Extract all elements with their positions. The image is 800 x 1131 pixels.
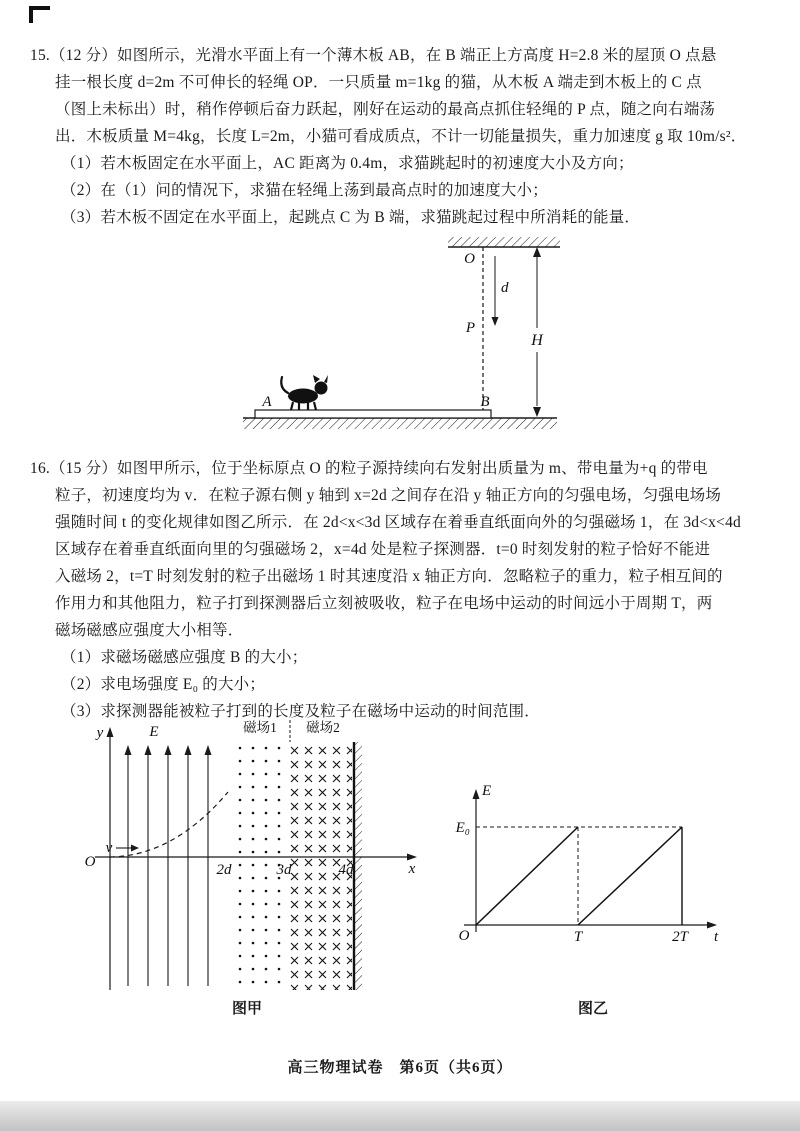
- electric-field-arrowheads: [125, 745, 212, 755]
- v-arrowhead-icon: [131, 845, 139, 852]
- detector-hatch: [355, 742, 362, 990]
- problem15-line-2: 挂一根长度 d=2m 不可伸长的轻绳 OP．一只质量 m=1kg 的猫，从木板 A 端走到木板上的 C 点: [55, 74, 702, 91]
- scan-corner-mark: [29, 6, 50, 23]
- label-origin: O: [458, 928, 470, 944]
- label-origin: O: [84, 854, 96, 870]
- problem16-line-1: 16.（15 分）如图甲所示，位于坐标原点 O 的粒子源持续向右发射出质量为 m、带电量为+q 的带电: [30, 460, 708, 477]
- electric-field-arrows: [128, 753, 208, 986]
- label-4d: 4d: [338, 862, 354, 878]
- label-P: P: [465, 320, 475, 336]
- problem15-part-3: （3）若木板不固定在水平面上，起跳点 C 为 B 端，求猫跳起过程中所消耗的能量．: [61, 209, 641, 226]
- ground-hatch: [243, 418, 557, 429]
- label-H: H: [531, 332, 543, 349]
- scan-artifact-band: [0, 1101, 800, 1131]
- H-up-arrowhead-icon: [533, 247, 541, 257]
- problem16-line-7: 磁场磁感应强度大小相等．: [55, 622, 244, 639]
- problem15-line-1: 15.（12 分）如图所示，光滑水平面上有一个薄木板 AB，在 B 端正上方高度 H=2.8 米的屋顶 O 点悬: [30, 47, 717, 64]
- label-2d: 2d: [216, 862, 232, 878]
- label-A: A: [262, 394, 272, 410]
- label-x-axis: x: [408, 861, 416, 877]
- label-3d: 3d: [276, 862, 292, 878]
- board-AB: [255, 410, 491, 418]
- label-E-field: E: [149, 724, 159, 740]
- problem-16: [30, 455, 784, 725]
- label-d: d: [501, 280, 509, 296]
- cat-icon: [281, 375, 328, 410]
- problem16-line-6: 作用力和其他阻力，粒子打到探测器后立刻被吸收，粒子在电场中运动的时间远小于周期 T，两: [55, 595, 713, 612]
- label-T: T: [573, 929, 583, 945]
- ceiling-hatch: [448, 237, 560, 247]
- problem15-part-1: （1）若木板固定在水平面上，AC 距离为 0.4m，求猫跳起时的初速度大小及方向；: [61, 155, 634, 172]
- figure-yi: [448, 780, 740, 950]
- caption-figure-jia: 图甲: [231, 1001, 262, 1017]
- problem15-line-4: 出．木板质量 M=4kg，长度 L=2m，小猫可看成质点，不计一切能量损失，重力加速度 g 取 10m/s²．: [55, 128, 747, 145]
- page-footer: 高三物理试卷 第6页（共6页）: [287, 1060, 513, 1076]
- label-field2: 磁场2: [306, 720, 340, 735]
- problem15-line-3: （图上未标出）时，稍作停顿后奋力跃起，刚好在运动的最高点抓住轻绳的 P 点，随之向右端荡: [55, 101, 716, 118]
- problem16-part-3: （3）求探测器能被粒子打到的长度及粒子在磁场中运动的时间范围．: [61, 703, 540, 720]
- label-B: B: [480, 394, 490, 410]
- y-axis-arrowhead-icon: [107, 727, 114, 737]
- label-O: O: [464, 251, 475, 267]
- problem16-line-4: 区域存在着垂直纸面向里的匀强磁场 2，x=4d 处是粒子探测器．t=0 时刻发射的粒子恰好不能进: [55, 541, 711, 558]
- label-field1: 磁场1: [243, 720, 277, 735]
- label-y-axis: y: [96, 725, 104, 741]
- H-down-arrowhead-icon: [533, 407, 541, 417]
- sawtooth-ramp-2: [578, 827, 682, 925]
- problem16-line-5: 入磁场 2，t=T 时刻发射的粒子出磁场 1 时其速度沿 x 轴正方向．忽略粒子的重力，粒子相互间的: [55, 568, 723, 585]
- label-E0: E₀: [455, 820, 470, 836]
- x-axis-arrowhead-icon: [407, 854, 417, 861]
- problem16-line-3: 强随时间 t 的变化规律如图乙所示．在 2d<x<3d 区域存在着垂直纸面向外的匀强磁场 1，在 3d<x<4d: [55, 514, 741, 531]
- d-arrowhead-icon: [492, 317, 499, 326]
- figure-problem15: [235, 226, 565, 441]
- label-2T: 2T: [672, 929, 688, 945]
- E-axis-arrowhead-icon: [473, 789, 480, 799]
- sawtooth-ramp-1: [476, 827, 578, 925]
- label-E-axis: E: [482, 783, 492, 799]
- figure-jia: [78, 716, 430, 1008]
- t-axis-arrowhead-icon: [707, 922, 717, 929]
- problem16-part-1: （1）求磁场磁感应强度 B 的大小；: [61, 649, 308, 666]
- problem16-line-2: 粒子，初速度均为 v．在粒子源右侧 y 轴到 x=2d 之间存在沿 y 轴正方向的匀强电场，匀强电场场: [55, 487, 722, 504]
- problem15-part-2: （2）在（1）问的情况下，求猫在轻绳上荡到最高点时的加速度大小；: [61, 182, 548, 199]
- label-t-axis: t: [714, 929, 719, 945]
- problem-15: [30, 42, 784, 231]
- label-v: v: [105, 840, 113, 856]
- caption-figure-yi: 图乙: [577, 1001, 608, 1017]
- problem16-part-2: （2）求电场强度 E₀ 的大小；: [61, 676, 266, 693]
